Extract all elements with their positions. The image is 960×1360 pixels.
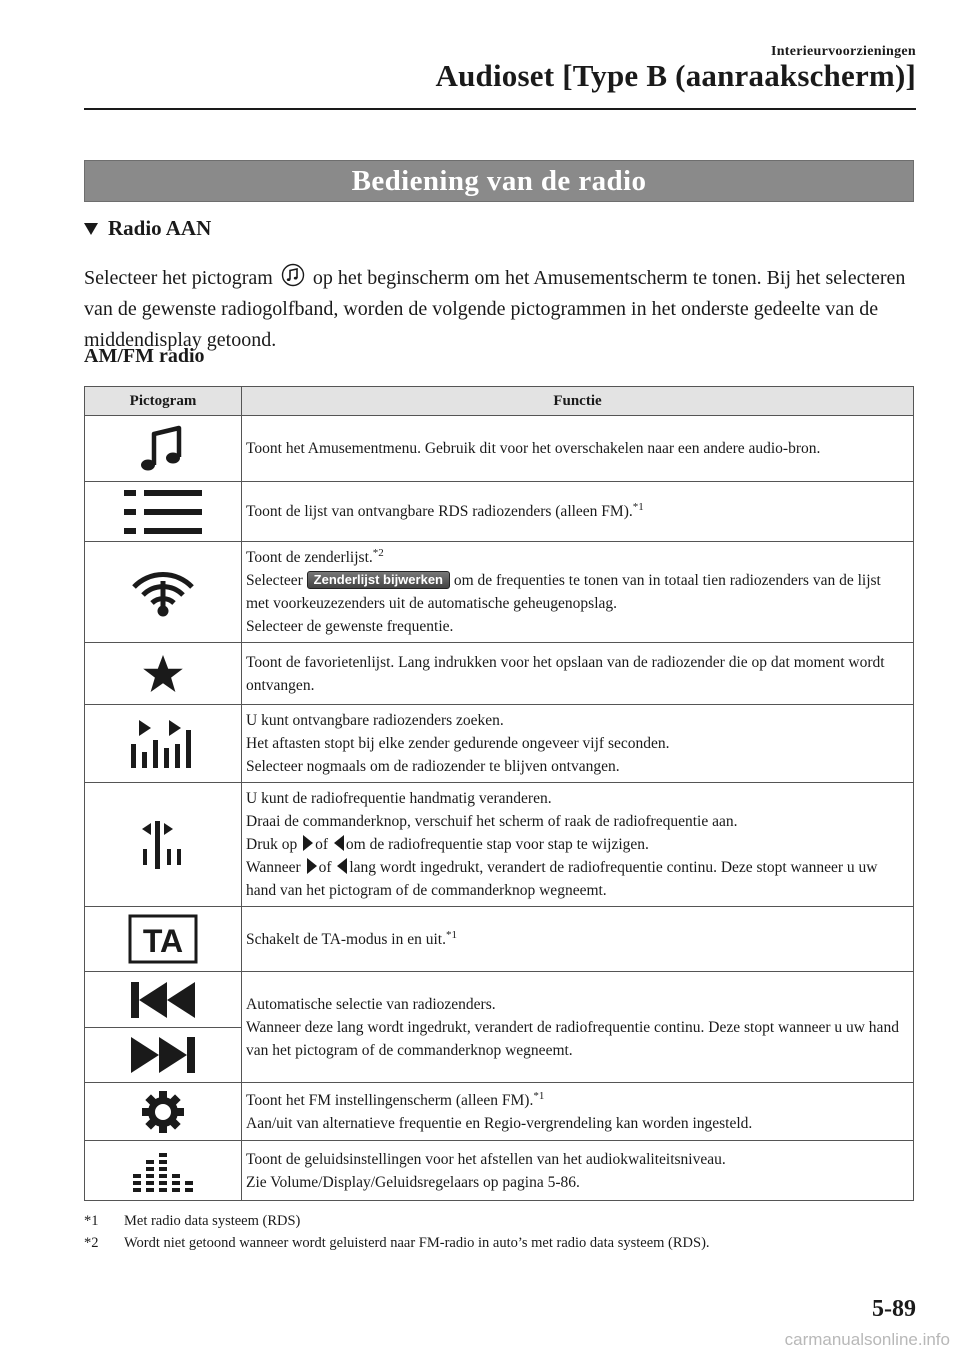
function-text: Toont de lijst van ontvangbare RDS radiozenders (alleen FM).$^{*1}$ [242, 482, 914, 542]
list-icon[interactable] [124, 490, 202, 534]
col-header-icon: Pictogram [85, 387, 242, 416]
ta-icon[interactable] [128, 914, 198, 964]
header-rule [84, 108, 916, 110]
subheading-am-fm: AM/FM radio [84, 345, 205, 367]
intro-paragraph [84, 263, 914, 356]
footnotes [84, 1210, 710, 1254]
function-text: Toont de geluidsinstellingen voor het afstellen van het audiokwaliteitsniveau. Zie Volume/Display/Geluidsregelaars op pagina 5-86. [242, 1141, 914, 1201]
manual-tune-icon[interactable] [140, 821, 186, 869]
col-header-function: Functie [242, 387, 914, 416]
radio-signal-icon[interactable] [130, 567, 196, 617]
function-text: Automatische selectie van radiozenders. Wanneer deze lang wordt ingedrukt, verandert de radiofrequentie continu. Deze stopt wanneer u uw hand van het pictogram of de commanderknop wegneemt. [242, 972, 914, 1083]
scan-icon[interactable] [131, 718, 195, 770]
function-table [84, 386, 914, 1201]
function-text: Toont de favorietenlijst. Lang indrukken voor het opslaan van de radiozender die op dat moment wordt ontvangen. [242, 643, 914, 705]
running-header-section: Interieurvoorzieningen [770, 44, 916, 59]
triangle-down-icon [84, 223, 98, 235]
footnote: *1 Met radio data systeem (RDS) [84, 1213, 301, 1229]
intro-text-2: op het beginscherm om het Amusementscherm te tonen. Bij het selecteren van de gewenste radiogolfband, worden de volgende pictogrammen in het onderste gedeelte van de middendisplay getoond. [84, 267, 906, 351]
music-note-icon[interactable] [137, 423, 189, 475]
watermark: carmanualsonline.info [784, 1330, 950, 1349]
table-row [85, 1141, 914, 1201]
music-note-icon [281, 263, 305, 287]
function-text: Toont het FM instellingenscherm (alleen FM).$^{*1}$ Aan/uit van alternatieve frequentie en Regio-vergrendeling kan worden ingesteld. [242, 1083, 914, 1141]
table-row [85, 1083, 914, 1141]
table-row [85, 482, 914, 542]
table-row [85, 416, 914, 482]
table-row [85, 542, 914, 643]
table-header-row [85, 387, 914, 416]
function-text: Schakelt de TA-modus in en uit.$^{*1}$ [242, 907, 914, 972]
subheading-text: Radio AAN [108, 216, 212, 240]
function-text: U kunt de radiofrequentie handmatig veranderen. Draai de commanderknop, verschuif het scherm of raak de radiofrequentie aan. Druk op of om de radiofrequentie stap voor stap te wijzigen. Wanneer of lang wordt ingedrukt, verandert de radiofrequentie continu. Deze stopt wanneer u uw hand van het pictogram of de commanderknop wegneemt. [242, 783, 914, 907]
zenderlijst-bijwerken-button[interactable]: Zenderlijst bijwerken [307, 571, 450, 589]
star-icon[interactable] [142, 653, 184, 695]
running-header-title: Audioset [Type B (aanraakscherm)] [435, 58, 916, 93]
gear-icon[interactable] [141, 1090, 185, 1134]
function-text: Toont de zenderlijst.$^{*2}$ Selecteer Zenderlijst bijwerken om de frequenties te tonen van in totaal tien radiozenders van de lijst met voorkeuzezenders uit de automatische geheugenopslag. Selecteer de gewenste frequentie. [242, 542, 914, 643]
right-arrow-icon [303, 835, 313, 851]
left-arrow-icon [334, 835, 344, 851]
table-row [85, 907, 914, 972]
ta-icon-label: TA [142, 923, 184, 959]
page-number: 5-89 [872, 1296, 916, 1322]
equalizer-icon[interactable] [133, 1149, 193, 1193]
left-arrow-icon [337, 858, 347, 874]
seek-forward-icon[interactable] [131, 1037, 195, 1073]
footnote: *2 Wordt niet getoond wanneer wordt geluisterd naar FM-radio in auto’s met radio data systeem (RDS). [84, 1235, 710, 1251]
table-row [85, 705, 914, 783]
subheading-radio-on [84, 216, 211, 241]
right-arrow-icon [307, 858, 317, 874]
table-row [85, 783, 914, 907]
table-row [85, 972, 914, 1083]
section-title: Bediening van de radio [84, 160, 914, 202]
function-text: Toont het Amusementmenu. Gebruik dit voor het overschakelen naar een andere audio-bron. [242, 416, 914, 482]
seek-back-icon[interactable] [131, 982, 195, 1018]
table-row [85, 643, 914, 705]
function-text: U kunt ontvangbare radiozenders zoeken. Het aftasten stopt bij elke zender gedurende ongeveer vijf seconden. Selecteer nogmaals om de radiozender te blijven ontvangen. [242, 705, 914, 783]
intro-text-1: Selecteer het pictogram [84, 267, 273, 289]
